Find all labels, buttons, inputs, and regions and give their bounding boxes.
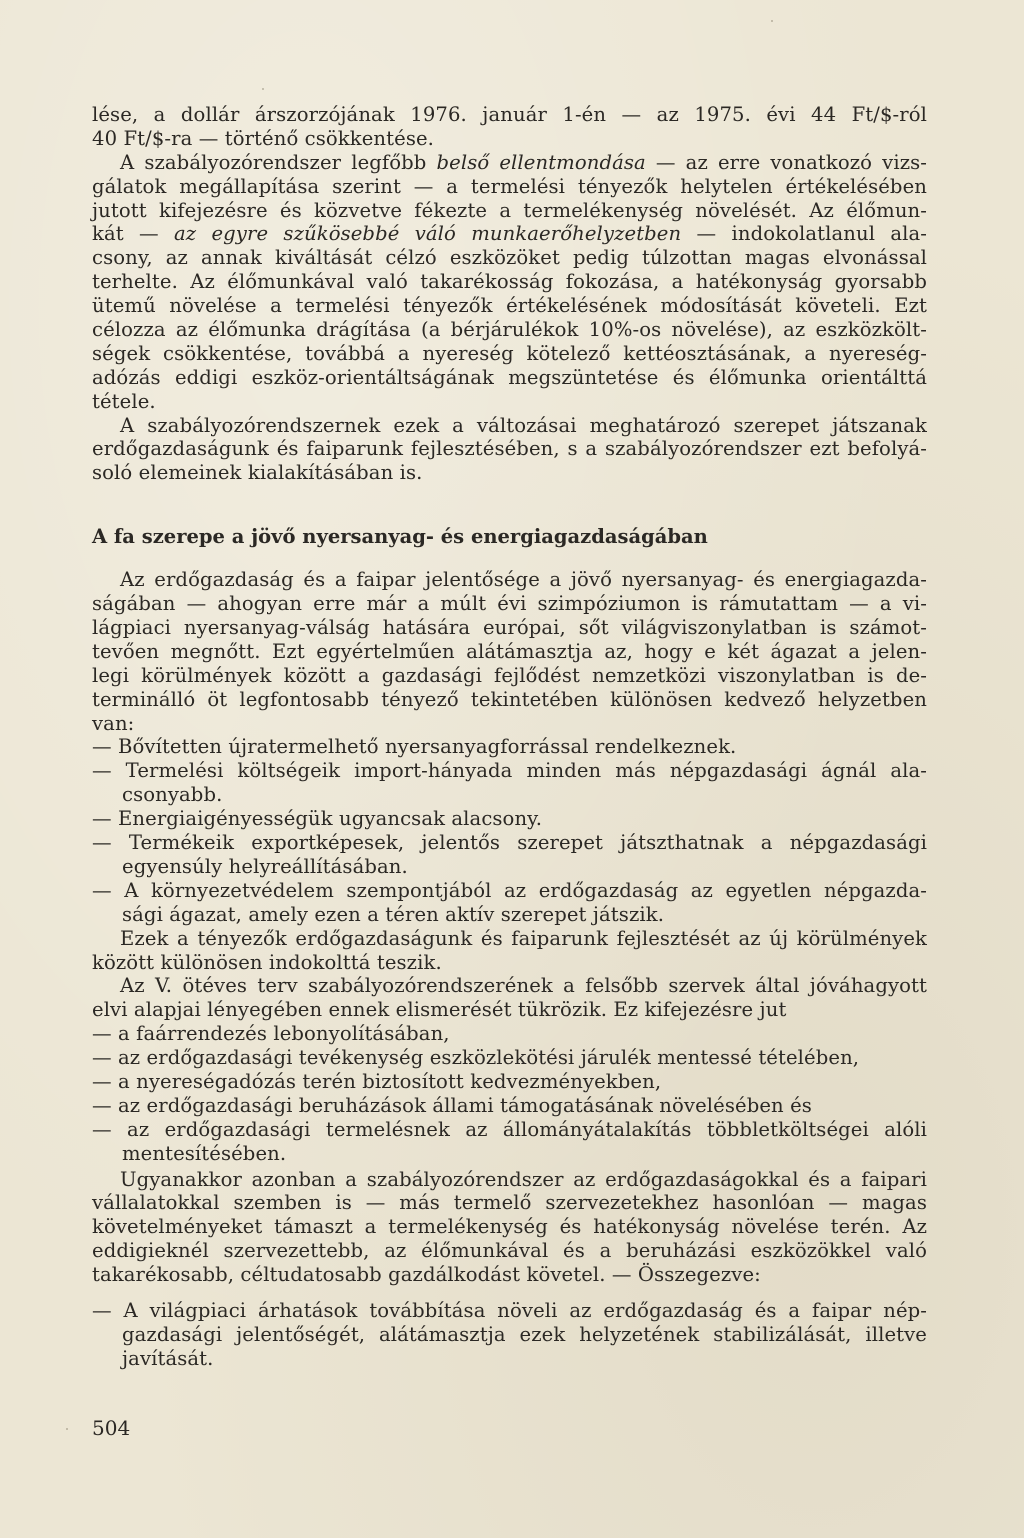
italic-span: belső ellentmondása	[436, 150, 646, 174]
summary-list	[92, 1299, 927, 1371]
text-span: — az erre vonatkozó vizs-	[645, 150, 927, 174]
list-item: — Energiaigényességük ugyancsak alacsony.	[92, 807, 543, 831]
text-line: elvi alapjai lényegében ennek elismerését tükrözik. Ez kifejezésre jut	[92, 998, 787, 1022]
text-line: adózás eddigi eszköz-orientáltságának megszüntetése és élőmunka orientálttá	[92, 365, 927, 389]
italic-span: az egyre szűkösebbé váló munkaerőhelyzetben	[173, 222, 682, 246]
paragraph-contradiction	[92, 151, 927, 414]
list-item: — Bővítetten újratermelhető nyersanyagforrással rendelkeznek.	[92, 735, 737, 759]
text-line: csony, az annak kiváltását célzó eszközöket pedig túlzottan magas elvonással	[92, 246, 927, 270]
text-line: tevően megnőtt. Ezt egyértelműen alátámasztja az, hogy e két ágazat a jelen-	[92, 639, 927, 663]
list-item-continuation: csonyabb.	[122, 783, 223, 807]
section-heading: A fa szerepe a jövő nyersanyag- és energiagazdaságában	[92, 525, 708, 549]
text-line: lése, a dollár árszorzójának 1976. január 1-én — az 1975. évi 44 Ft/$-ról	[92, 103, 927, 126]
text-line	[92, 151, 927, 175]
text-line: eddigieknél szervezettebb, az élőmunkával és a beruházási eszközökkel való	[92, 1239, 927, 1263]
list-item: — A környezetvédelem szempontjából az erdőgazdaság az egyetlen népgazda-	[92, 878, 927, 902]
text-line: ségek csökkentése, továbbá a nyereség kötelező kettéosztásának, a nyereség-	[92, 341, 927, 365]
paragraph-five-year-plan	[92, 974, 927, 1022]
text-span: — indokolatlanul ala-	[681, 222, 927, 246]
page-number: 504	[92, 1416, 131, 1440]
list-item-continuation: mentesítésében.	[122, 1141, 287, 1165]
text-line: jutott kifejezésre és közvetve fékezte a termelékenység növelését. Az élőmun-	[92, 198, 927, 222]
text-line: Ezek a tényezők erdőgazdaságunk és faiparunk fejlesztését az új körülmények	[120, 926, 927, 950]
text-line: gálatok megállapítása szerint — a termelési tényezők helytelen értékelésében	[92, 174, 927, 198]
text-line: követelményeket támaszt a termelékenység és hatékonyság növelése terén. Az	[92, 1215, 927, 1239]
paper-speck	[771, 20, 773, 22]
paragraph-requirements	[92, 1168, 927, 1287]
text-line: ütemű növelése a termelési tényezők értékelésének módosítását követeli. Ezt	[92, 294, 927, 318]
text-span: A szabályozórendszer legfőbb	[120, 150, 437, 174]
list-item: — A világpiaci árhatások továbbítása növeli az erdőgazdaság és a faipar nép-	[92, 1298, 927, 1322]
text-line: 40 Ft/$-ra — történő csökkentése.	[92, 126, 434, 150]
text-line: lágpiaci nyersanyag-válság hatására európai, sőt világviszonylatban is számot-	[92, 616, 927, 640]
text-line: A szabályozórendszernek ezek a változásai meghatározó szerepet játszanak	[120, 413, 927, 437]
list-item: — az erdőgazdasági termelésnek az állományátalakítás többletköltségei alóli	[92, 1117, 927, 1141]
list-item-continuation: gazdasági jelentőségét, alátámasztja ezek helyzetének stabilizálását, illetve	[122, 1322, 927, 1346]
list-item: — Termékeik exportképesek, jelentős szerepet játszthatnak a népgazdasági	[92, 831, 927, 855]
paragraph-wood-role	[92, 568, 927, 735]
text-line: vállalatokkal szemben is — más termelő szervezetekhez hasonlóan — magas	[92, 1191, 927, 1215]
paper-speck	[262, 88, 264, 90]
expression-list	[92, 1022, 927, 1165]
text-line	[92, 222, 927, 246]
paper-speck	[66, 1428, 68, 1430]
text-line: célozza az élőmunka drágítása (a bérjárulékok 10%-os növelése), az eszközkölt-	[92, 318, 927, 342]
text-line: Ugyanakkor azonban a szabályozórendszer az erdőgazdaságokkal és a faipari	[120, 1167, 927, 1191]
text-line: Az erdőgazdaság és a faipar jelentősége a jövő nyersanyag- és energiagazda-	[120, 568, 927, 592]
text-line: takarékosabb, céltudatosabb gazdálkodást követel. — Összegezve:	[92, 1263, 761, 1287]
text-line: legi körülmények között a gazdasági fejlődést nemzetközi viszonylatban is de-	[92, 663, 927, 687]
text-line: van:	[92, 711, 135, 735]
text-line: terminálló öt legfontosabb tényező tekintetében különösen kedvező helyzetben	[92, 687, 927, 711]
list-item: — a faárrendezés lebonyolításában,	[92, 1022, 450, 1046]
text-line: Az V. ötéves terv szabályozórendszerének a felsőbb szervek által jóváhagyott	[120, 974, 927, 998]
list-item-continuation: javítását.	[122, 1346, 214, 1370]
text-line: erdőgazdaságunk és faiparunk fejlesztésében, s a szabályozórendszer ezt befolyá-	[92, 437, 927, 461]
text-line: terhelte. Az élőmunkával való takarékosság fokozása, a hatékonyság gyorsabb	[92, 270, 927, 294]
paragraph-factors	[92, 927, 927, 975]
text-line: ságában — ahogyan erre már a múlt évi szimpóziumon is rámutattam — a vi-	[92, 592, 927, 616]
list-item: — Termelési költségeik import-hányada minden más népgazdasági ágnál ala-	[92, 759, 927, 783]
list-item-continuation: egyensúly helyreállításában.	[122, 854, 408, 878]
paper-speck	[510, 1180, 512, 1182]
text-span: kát —	[92, 222, 174, 246]
text-line: tétele.	[92, 389, 156, 413]
text-line: soló elemeinek kialakításában is.	[92, 461, 423, 485]
list-item: — az erdőgazdasági tevékenység eszközlekötési járulék mentessé tételében,	[92, 1046, 860, 1070]
paragraph-dollar-rate	[92, 103, 927, 151]
paragraph-changes	[92, 414, 927, 486]
list-item-continuation: sági ágazat, amely ezen a téren aktív szerepet játszik.	[122, 902, 665, 926]
list-item: — az erdőgazdasági beruházások állami támogatásának növelésében és	[92, 1093, 812, 1117]
text-line: között különösen indokolttá teszik.	[92, 950, 442, 974]
list-item: — a nyereségadózás terén biztosított kedvezményekben,	[92, 1069, 662, 1093]
factor-list	[92, 735, 927, 926]
